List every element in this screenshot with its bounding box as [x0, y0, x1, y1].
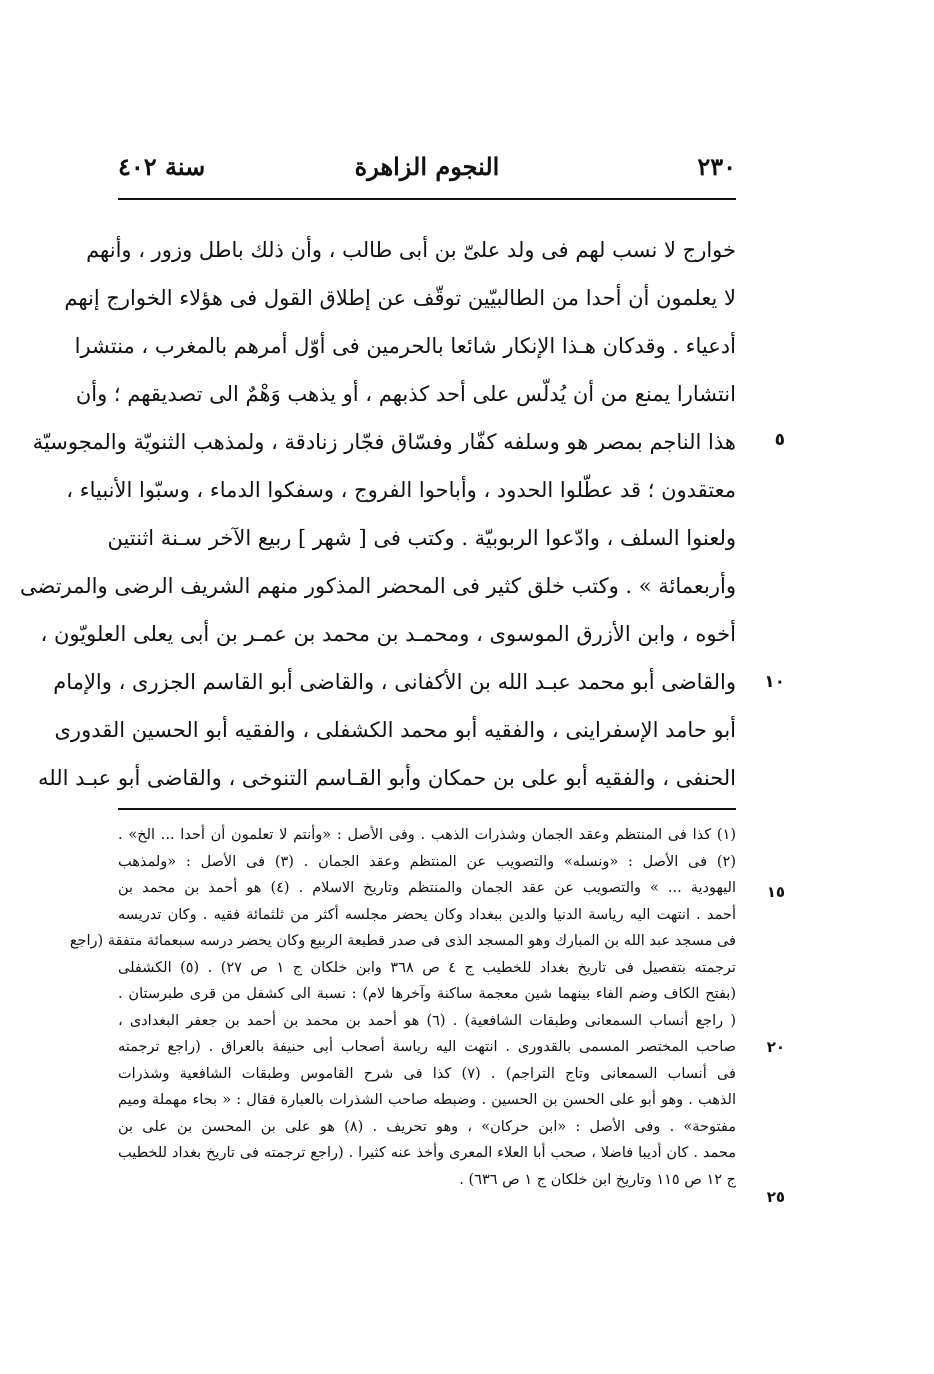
- text-line: ولعنوا السلف ، وادّعوا الربوبيّة . وكتب فى [ شهر ] ربيع الآخر سـنة اثنتين: [107, 526, 736, 550]
- page-number: ٢٣٠: [697, 152, 736, 181]
- text-line: وأربعمائة » . وكتب خلق كثير فى المحضر المذكور منهم الشريف الرضى والمرتضى: [19, 574, 736, 598]
- footnote-line: الذهب . وهو أبو على الحسن بن الحسين . وضبطه صاحب الشذرات بالعبارة فقال : « بحاء مهملة وميم: [118, 1092, 736, 1108]
- text-line: لا يعلمون أن أحدا من الطالبيّين توقّف عن إطلاق القول فى هؤلاء الخوارج إنهم: [64, 286, 736, 310]
- text-line: أبو حامد الإسفراينى ، والفقيه أبو محمد الكشفلى ، والفقيه أبو الحسين القدورى: [54, 718, 736, 742]
- line-number-15: ١٥: [766, 883, 785, 901]
- text-line: والقاضى أبو محمد عبـد الله بن الأكفانى ، والقاضى أبو القاسم الجزرى ، والإمام: [53, 670, 736, 694]
- footnote-line: (بفتح الكاف وضم الفاء بينهما شين معجمة ساكنة وآخرها لام) : نسبة الى كشفل من قرى طبرستان .: [118, 986, 736, 1002]
- footnote-line: مفتوحة» . وفى الأصل : «ابن حركان» ، وهو تحريف . (٨) هو على بن المحسن بن على بن: [118, 1118, 736, 1135]
- footnote-line: صاحب المختصر المسمى بالقدورى . انتهت اليه رياسة أصحاب أبى حنيفة بالعراق . (راجع ترجمته: [118, 1039, 736, 1055]
- footnote-line: (٢) فى الأصل : «ونسله» والتصويب عن المنتظم وعقد الجمان . (٣) فى الأصل : «ولمذهب: [118, 853, 736, 870]
- text-line: انتشارا يمنع من أن يُدلّس على أحد كذبهم ، أو يذهب وَهْمٌ الى تصديقهم ؛ وأن: [75, 382, 736, 406]
- line-number-10: ١٠: [764, 672, 785, 692]
- text-line: أدعياء . وقدكان هـذا الإنكار شائعا بالحرمين فى أوّل أمرهم بالمغرب ، منتشرا: [74, 334, 736, 358]
- text-line: هذا الناجم بمصر هو وسلفه كفّار وفسّاق فجّار زنادقة ، ولمذهب الثنويّة والمجوسيّة: [32, 430, 736, 454]
- main-text: [19, 226, 736, 802]
- footnotes: [69, 822, 737, 1193]
- footnote-line: ج ١٢ ص ١١٥ وتاريخ ابن خلكان ج ١ ص ٦٣٦) .: [459, 1171, 736, 1188]
- footnote-line: محمد . كان أديبا فاضلا ، صحب أبا العلاء المعرى وأخذ عنه كثيرا . (راجع ترجمته فى تاريخ بغداد للخطيب: [118, 1145, 736, 1161]
- footnote-line: (١) كذا فى المنتظم وعقد الجمان وشذرات الذهب . وفى الأصل : «وأنتم لا تعلمون أن أحدا ... الخ» .: [118, 827, 736, 843]
- running-header: [118, 150, 736, 192]
- book-title: النجوم الزاهرة: [354, 152, 500, 181]
- footnote-line: فى أنساب السمعانى وتاج التراجم) . (٧) كذا فى شرح القاموس وطبقات الشافعية وشذرات: [118, 1065, 736, 1082]
- footnote-line: ترجمته بتفصيل فى تاريخ بغداد للخطيب ج ٤ ص ٣٦٨ وابن خلكان ج ١ ص ٢٧) . (٥) الكشفلى: [118, 959, 736, 976]
- footnote-rule: [118, 808, 736, 810]
- line-number-5: ٥: [774, 430, 785, 450]
- line-number-25: ٢٥: [766, 1188, 785, 1206]
- text-line: خوارج لا نسب لهم فى ولد علىّ بن أبى طالب ، وأن ذلك باطل وزور ، وأنهم: [86, 238, 736, 262]
- header-rule: [118, 198, 736, 200]
- line-number-20: ٢٠: [766, 1038, 785, 1056]
- footnote-line: ( راجع أنساب السمعانى وطبقات الشافعية) . (٦) هو أحمد بن محمد بن أحمد بن جعفر البغدادى ،: [118, 1012, 736, 1029]
- text-line: الحنفى ، والفقيه أبو على بن حمكان وأبو القـاسم التنوخى ، والقاضى أبو عبـد الله: [38, 766, 736, 790]
- text-line: أخوه ، وابن الأزرق الموسوى ، ومحمـد بن محمد بن عمـر بن أبى يعلى العلويّون ،: [40, 622, 736, 646]
- footnote-line: اليهودية ... » والتصويب عن عقد الجمان والمنتظم وتاريخ الاسلام . (٤) هو أحمد بن محمد بن: [118, 880, 737, 896]
- year-heading: سنة ٤٠٢: [118, 152, 206, 181]
- footnote-line: فى مسجد عبد الله بن المبارك وهو المسجد الذى فى صدر قطيعة الربيع وكان يحضر درسه سبعمائة متفقة (راجع: [69, 933, 736, 949]
- footnote-line: أحمد . انتهت اليه رياسة الدنيا والدين ببغداد وكان يحضر مجلسه أكثر من ثلثمائة فقيه . وكان تدريسه: [118, 906, 736, 923]
- text-line: معتقدون ؛ قد عطّلوا الحدود ، وأباحوا الفروج ، وسفكوا الدماء ، وسبّوا الأنبياء ،: [66, 478, 736, 502]
